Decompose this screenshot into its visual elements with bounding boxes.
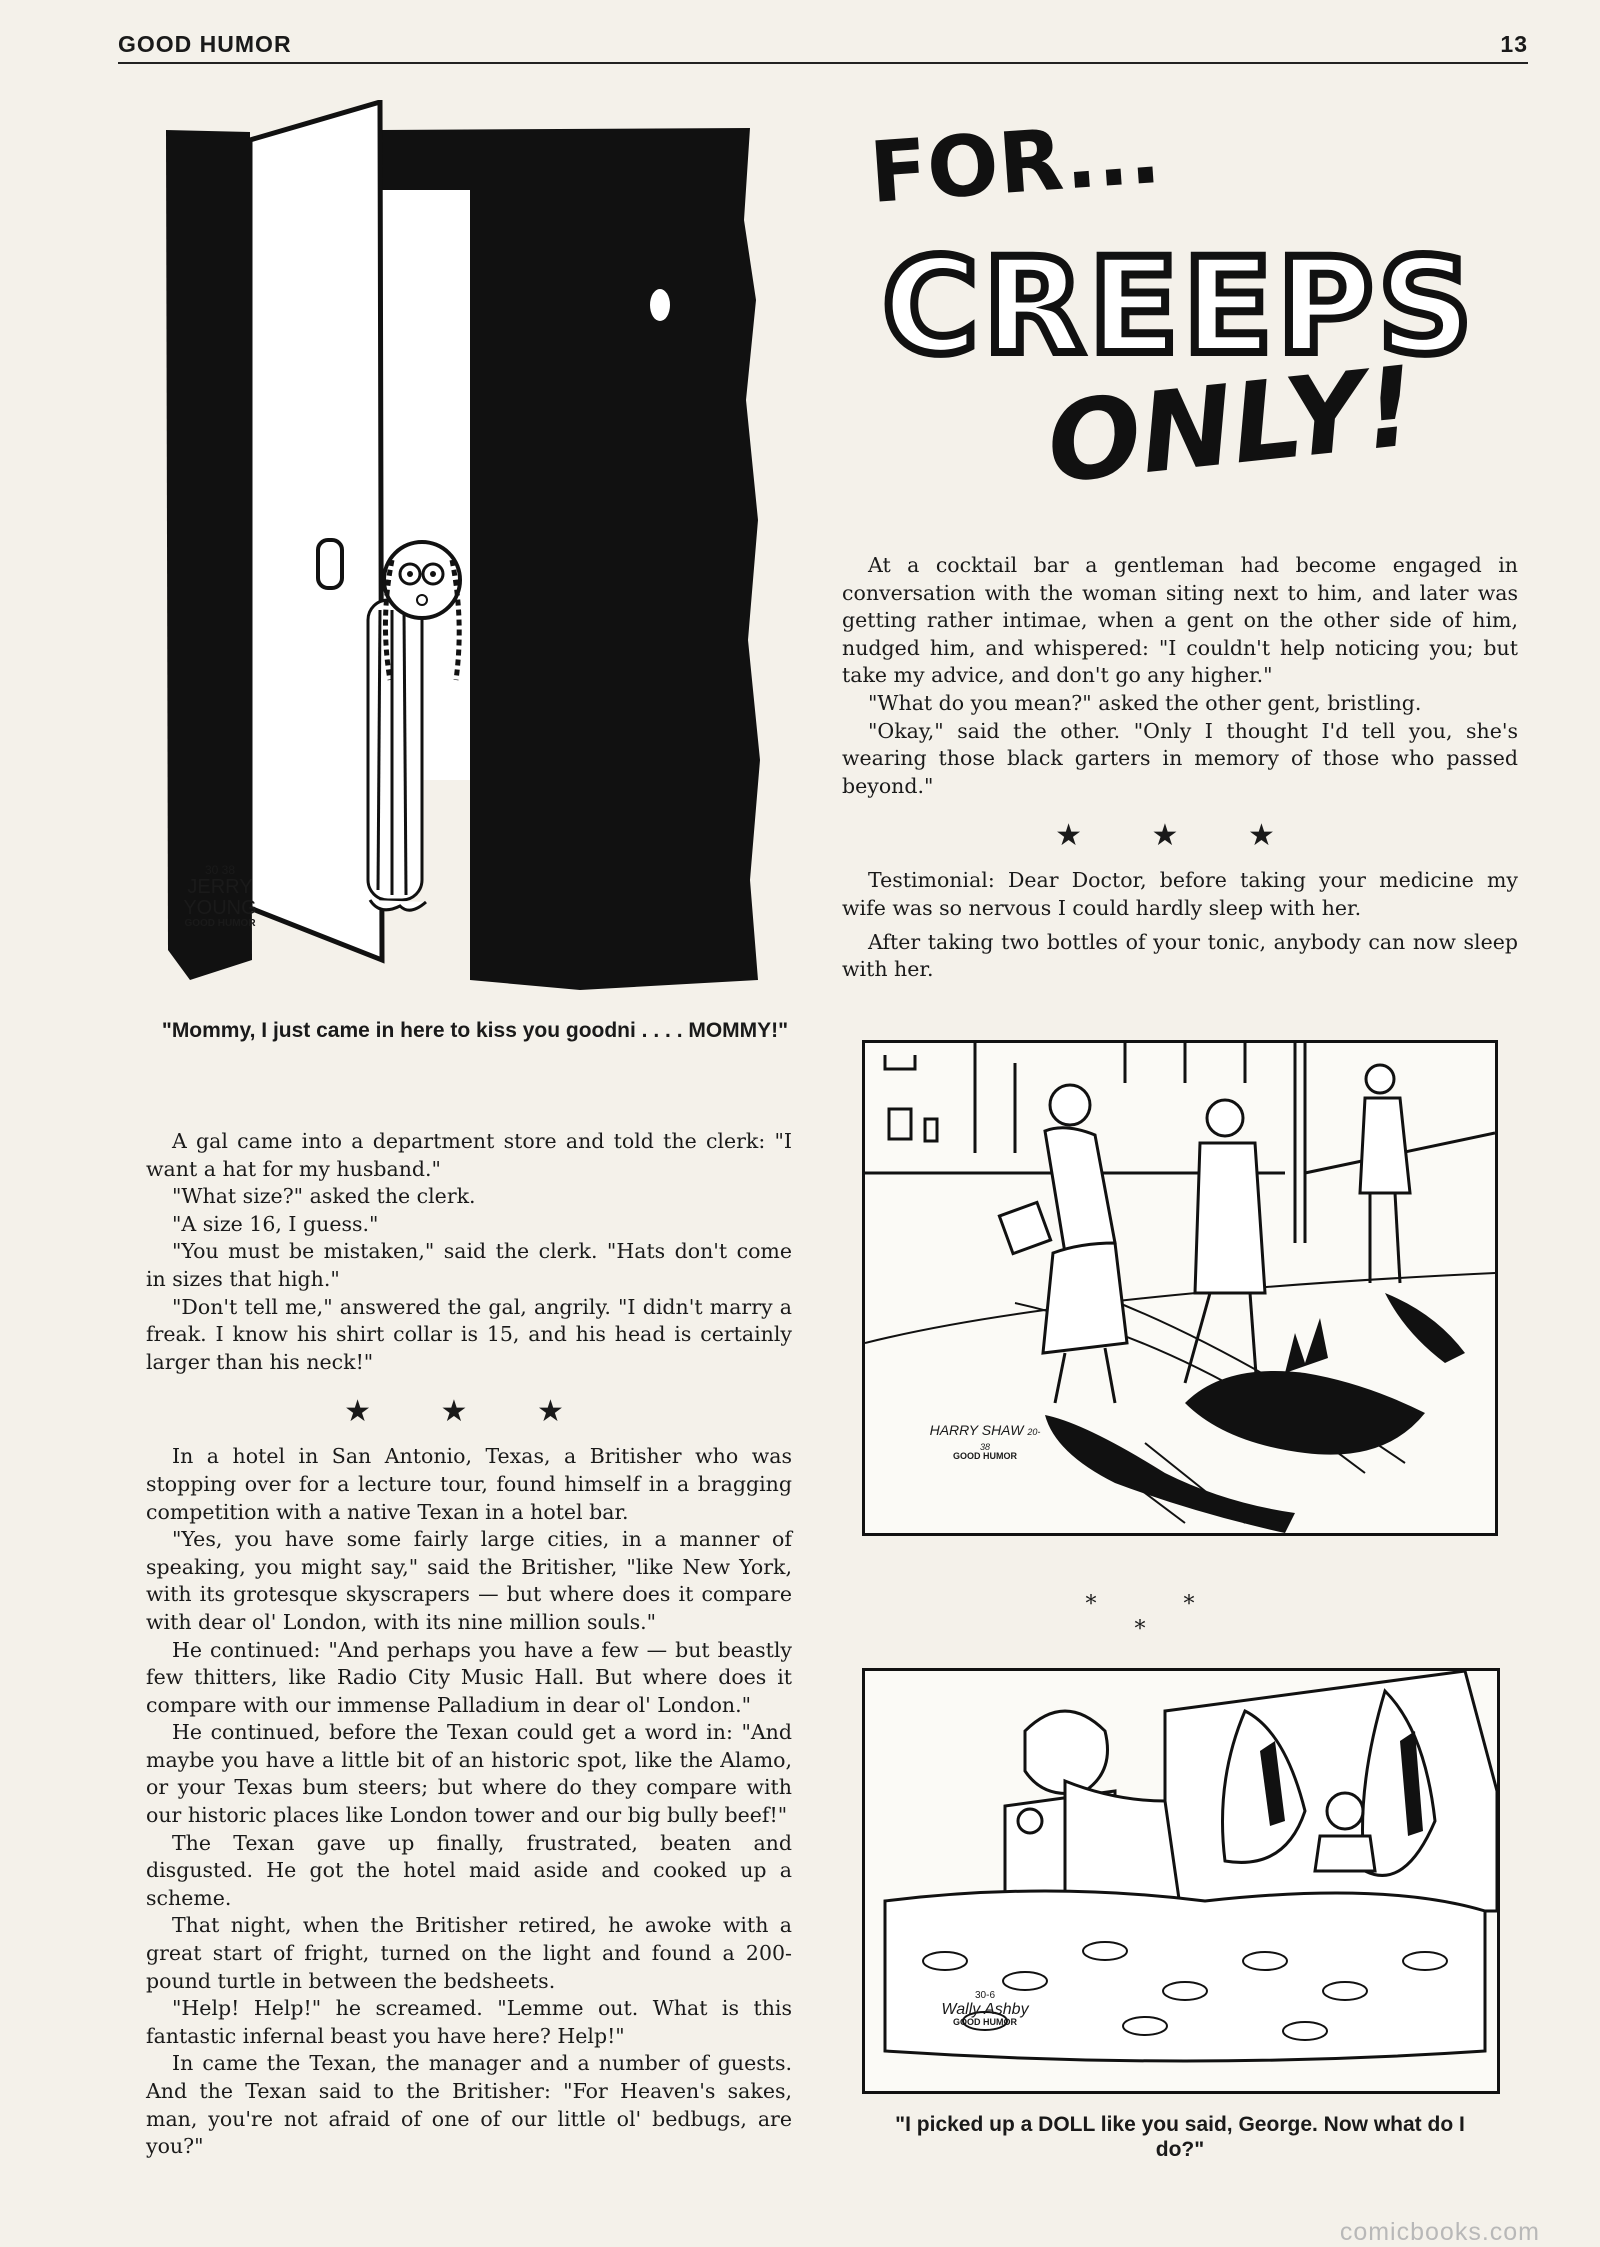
left-paragraph: The Texan gave up finally, frustrated, beaten and disgusted. He got the hotel maid aside and cooked up a scheme. <box>146 1830 792 1910</box>
star-separator: ★ ★ ★ <box>344 1394 594 1430</box>
right-paragraph: "What do you mean?" asked the other gent, bristling. <box>868 690 1422 715</box>
artist-date: 30 38 <box>204 863 236 877</box>
bed-cartoon <box>862 1668 1500 2094</box>
star-separator: ★ ★ ★ <box>1055 818 1305 854</box>
right-paragraph: "Okay," said the other. "Only I thought I'd tell you, she's wearing those black garters in memory of those who passed beyond." <box>842 718 1518 798</box>
left-paragraph: "Help! Help!" he screamed. "Lemme out. What is this fantastic infernal beast you have here? Help!" <box>146 1996 792 2048</box>
headline-line2: CREEPS <box>882 230 1477 384</box>
left-paragraph: "Yes, you have some fairly large cities, in a manner of speaking, you might say," said the Britisher, "like New York, with its grotesque skyscrapers — but where does it compare with dear ol' London, with its nine million souls." <box>146 1527 792 1634</box>
left-paragraph: He continued: "And perhaps you have a few — but beastly few thitters, like Radio City Music Hall. But where does it compare with our immense Palladium in dear ol' London." <box>146 1637 792 1717</box>
page-number: 13 <box>1500 31 1528 57</box>
right-paragraph: At a cocktail bar a gentleman had become engaged in conversation with the woman siting next to him, and later was getting rather intimae, when a gent on the other side of him, nudged him, and whispered: "I couldn't help noticing you; but take my advice, and don't go any higher." <box>842 553 1518 688</box>
bed-cartoon-illustration <box>865 1671 1497 2091</box>
street-publication: GOOD HUMOR <box>953 1451 1017 1462</box>
left-paragraph: In came the Texan, the manager and a number of guests. And the Texan said to the Britisher: "For Heaven's sakes, man, you're not afraid of one of our little ol' bedbugs, are you?" <box>146 2051 792 2159</box>
street-cartoon <box>862 1040 1498 1536</box>
woman-figure <box>999 1085 1127 1403</box>
headline-line3: ONLY! <box>1041 342 1422 508</box>
page-header <box>118 28 1528 64</box>
left-paragraph: He continued, before the Texan could get a word in: "And maybe you have a little bit of an historic spot, like the Alamo, or your Texas bum steers; but where do they compare with our historic places like London tower and our big bully beef!" <box>146 1720 792 1828</box>
artist-name-line1: JERRY <box>187 875 253 898</box>
right-column-text <box>842 552 1518 984</box>
street-artist-date: 20-38 <box>979 1427 1041 1452</box>
headline-lettering <box>862 102 1522 522</box>
street-cartoon-signature <box>925 1423 1045 1462</box>
street-artist: HARRY SHAW <box>929 1422 1024 1438</box>
left-paragraph: "What size?" asked the clerk. <box>172 1184 476 1209</box>
left-paragraph: "You must be mistaken," said the clerk. "Hats don't come in sizes that high." <box>146 1239 792 1291</box>
headline <box>862 102 1522 522</box>
bed-artist-date: 30-6 <box>974 1990 995 2001</box>
left-paragraph: "Don't tell me," answered the gal, angrily. "I didn't marry a freak. I know his shirt collar is 15, and his head is certainly larger than his neck!" <box>146 1294 792 1374</box>
bed-cartoon-caption: "I picked up a DOLL like you said, George. Now what do I do?" <box>895 2113 1465 2162</box>
left-column-text <box>146 1128 792 2161</box>
right-paragraph: After taking two bottles of your tonic, anybody can now sleep with her. <box>842 929 1518 982</box>
bed-cartoon-signature <box>925 1991 1045 2028</box>
door-cartoon-caption: "Mommy, I just came in here to kiss you goodni . . . . MOMMY!" <box>161 1019 789 1042</box>
artist-publication: GOOD HUMOR <box>184 917 256 929</box>
door-cartoon <box>160 100 760 1000</box>
bed-artist: Wally Ashby <box>941 2000 1029 2018</box>
background-woman-figure <box>1360 1065 1410 1283</box>
left-paragraph: "A size 16, I guess." <box>172 1211 379 1236</box>
bed-publication: GOOD HUMOR <box>953 2017 1017 2028</box>
left-paragraph: In a hotel in San Antonio, Texas, a Britisher who was stopping over for a lecture tour, found himself in a bragging competition with a native Texan in a hotel bar. <box>146 1444 792 1524</box>
right-paragraph: Testimonial: Dear Doctor, before taking your medicine my wife was so nervous I could hardly sleep with her. <box>842 868 1518 920</box>
left-paragraph: That night, when the Britisher retired, he awoke with a great start of fright, turned on the light and found a 200-pound turtle in between the bedsheets. <box>146 1913 792 1993</box>
cartoon-separator: * * * <box>1085 1592 1235 1642</box>
door-cartoon-signature <box>160 864 280 929</box>
watermark: comicbooks.com <box>1339 2218 1540 2246</box>
artist-name-line2: YOUNG <box>183 896 257 919</box>
magazine-title: GOOD HUMOR <box>118 31 292 57</box>
man-figure <box>1185 1100 1265 1388</box>
headline-line1: FOR... <box>866 103 1164 222</box>
left-paragraph: A gal came into a department store and told the clerk: "I want a hat for my husband." <box>146 1129 792 1181</box>
